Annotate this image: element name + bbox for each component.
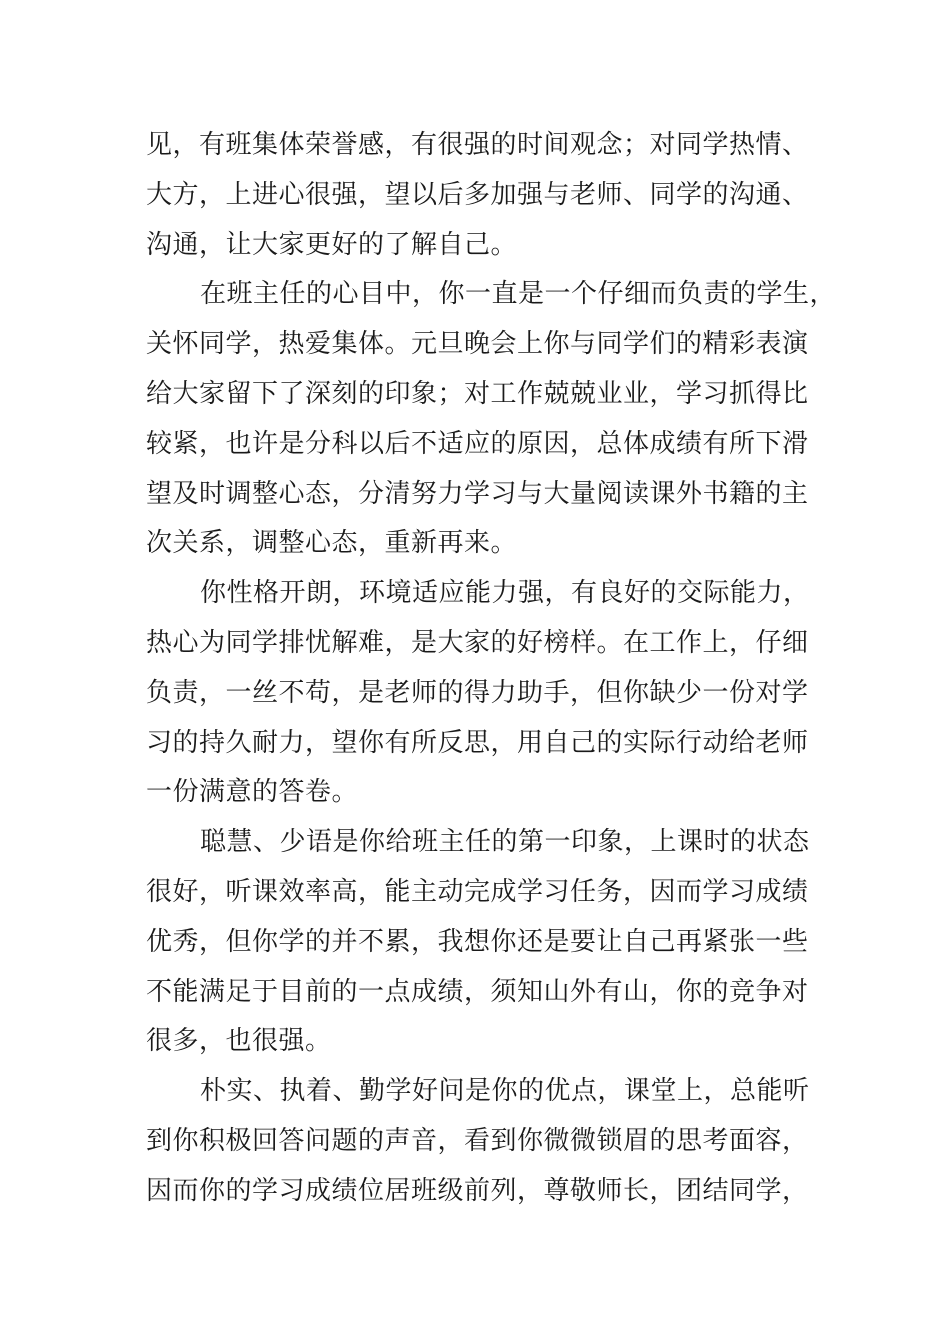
- paragraph-3: [146, 569, 846, 818]
- text-line: 很好，听课效率高，能主动完成学习任务，因而学习成绩: [146, 876, 809, 907]
- text-line: 负责，一丝不苟，是老师的得力助手，但你缺少一份对学: [146, 677, 809, 708]
- text-line: 朴实、执着、勤学好问是你的优点，课堂上，总能听: [200, 1076, 810, 1107]
- text-line: 很多，也很强。: [146, 1026, 332, 1057]
- text-line: 热心为同学排忧解难，是大家的好榜样。在工作上，仔细: [146, 627, 809, 658]
- text-line: 给大家留下了深刻的印象；对工作兢兢业业，学习抓得比: [146, 378, 809, 409]
- text-line: 习的持久耐力，望你有所反思，用自己的实际行动给老师: [146, 727, 809, 758]
- text-line: 沟通，让大家更好的了解自己。: [146, 229, 518, 260]
- text-line: 聪慧、少语是你给班主任的第一印象，上课时的状态: [200, 827, 810, 858]
- text-line: 到你积极回答问题的声音，看到你微微锁眉的思考面容，: [146, 1125, 809, 1156]
- paragraph-2: [146, 270, 846, 569]
- text-line: 望及时调整心态，分清努力学习与大量阅读课外书籍的主: [146, 478, 809, 509]
- text-line: 在班主任的心目中，你一直是一个仔细而负责的学生，: [200, 279, 837, 310]
- text-line: 你性格开朗，环境适应能力强，有良好的交际能力，: [200, 578, 810, 609]
- document-body: [146, 121, 846, 1217]
- text-line: 大方，上进心很强，望以后多加强与老师、同学的沟通、: [146, 179, 809, 210]
- text-line: 见，有班集体荣誉感，有很强的时间观念；对同学热情、: [146, 130, 809, 160]
- text-line: 较紧，也许是分科以后不适应的原因，总体成绩有所下滑: [146, 428, 809, 459]
- paragraph-4: [146, 818, 846, 1067]
- text-line: 因而你的学习成绩位居班级前列，尊敬师长，团结同学，: [146, 1175, 809, 1206]
- text-line: 优秀，但你学的并不累，我想你还是要让自己再紧张一些: [146, 926, 809, 957]
- text-line: 不能满足于目前的一点成绩，须知山外有山，你的竞争对: [146, 976, 809, 1007]
- text-line: 一份满意的答卷。: [146, 777, 359, 808]
- text-line: 次关系，调整心态，重新再来。: [146, 528, 518, 559]
- text-line: 关怀同学，热爱集体。元旦晚会上你与同学们的精彩表演: [146, 329, 809, 360]
- paragraph-5: [146, 1067, 846, 1216]
- paragraph-1: [146, 121, 846, 270]
